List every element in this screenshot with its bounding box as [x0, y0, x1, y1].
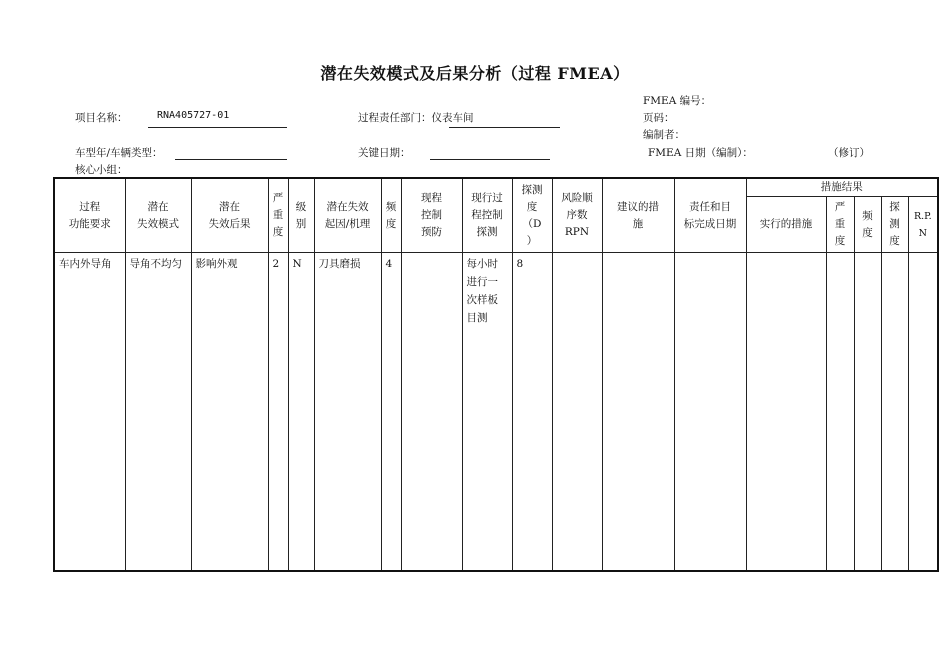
project-name-underline — [148, 127, 287, 128]
cell-detection: 8 — [512, 253, 552, 572]
col-recommended-actions: 建议的措 施 — [602, 178, 674, 253]
cell-recommended-actions — [602, 253, 674, 572]
col-result-detection: 探 测 度 — [881, 197, 908, 253]
col-failure-effect: 潜在 失效后果 — [191, 178, 268, 253]
cell-failure-effect: 影响外观 — [191, 253, 268, 572]
vehicle-type-underline — [175, 159, 287, 160]
col-failure-mode: 潜在 失效模式 — [125, 178, 191, 253]
cell-result-rpn — [908, 253, 938, 572]
fmea-table — [53, 177, 939, 572]
cell-actions-taken — [746, 253, 826, 572]
col-detection: 探测 度 （D ） — [512, 178, 552, 253]
col-prevention: 现程 控制 预防 — [401, 178, 462, 253]
col-detection-control: 现行过 程控制 探测 — [462, 178, 512, 253]
cell-class: N — [288, 253, 314, 572]
author-label: 编制者： — [643, 129, 685, 141]
col-action-results: 措施结果 — [746, 178, 938, 197]
col-result-severity: 严 重 度 — [826, 197, 854, 253]
cell-rpn — [552, 253, 602, 572]
cell-result-occurrence — [854, 253, 881, 572]
fmea-date-label: FMEA 日期（编制）： — [648, 147, 753, 159]
revision-label: （修订） — [828, 147, 870, 159]
col-class: 级 别 — [288, 178, 314, 253]
col-cause: 潜在失效 起因/机理 — [314, 178, 381, 253]
col-result-occurrence: 频 度 — [854, 197, 881, 253]
cell-result-severity — [826, 253, 854, 572]
col-severity: 严 重 度 — [268, 178, 288, 253]
cell-occurrence: 4 — [381, 253, 401, 572]
page-number-label: 页码： — [643, 112, 675, 124]
key-date-underline — [430, 159, 550, 160]
col-function: 过程 功能要求 — [54, 178, 125, 253]
col-rpn: 风险顺 序数 RPN — [552, 178, 602, 253]
fmea-number-label: FMEA 编号： — [643, 95, 712, 107]
cell-failure-mode: 导角不均匀 — [125, 253, 191, 572]
cell-prevention — [401, 253, 462, 572]
project-name-value: RNA405727-01 — [157, 110, 230, 121]
cell-result-detection — [881, 253, 908, 572]
cell-detection-control: 每小时进行一次样板目测 — [462, 253, 512, 572]
core-team-label: 核心小组： — [75, 164, 128, 176]
cell-severity: 2 — [268, 253, 288, 572]
col-result-rpn: R.P. N — [908, 197, 938, 253]
col-responsibility: 责任和目 标完成日期 — [674, 178, 746, 253]
col-actions-taken: 实行的措施 — [746, 197, 826, 253]
cell-responsibility — [674, 253, 746, 572]
key-date-label: 关键日期： — [358, 147, 411, 159]
cell-cause: 刀具磨损 — [314, 253, 381, 572]
page-title: 潜在失效模式及后果分析（过程 FMEA） — [320, 64, 630, 83]
col-occurrence: 频 度 — [381, 178, 401, 253]
cell-function: 车内外导角 — [54, 253, 125, 572]
responsible-dept: 过程责任部门：仪表车间 — [358, 112, 474, 124]
project-name-label: 项目名称： — [75, 112, 128, 124]
dept-underline — [449, 127, 560, 128]
table-row — [54, 253, 938, 572]
vehicle-type-label: 车型年/车辆类型： — [75, 147, 163, 159]
